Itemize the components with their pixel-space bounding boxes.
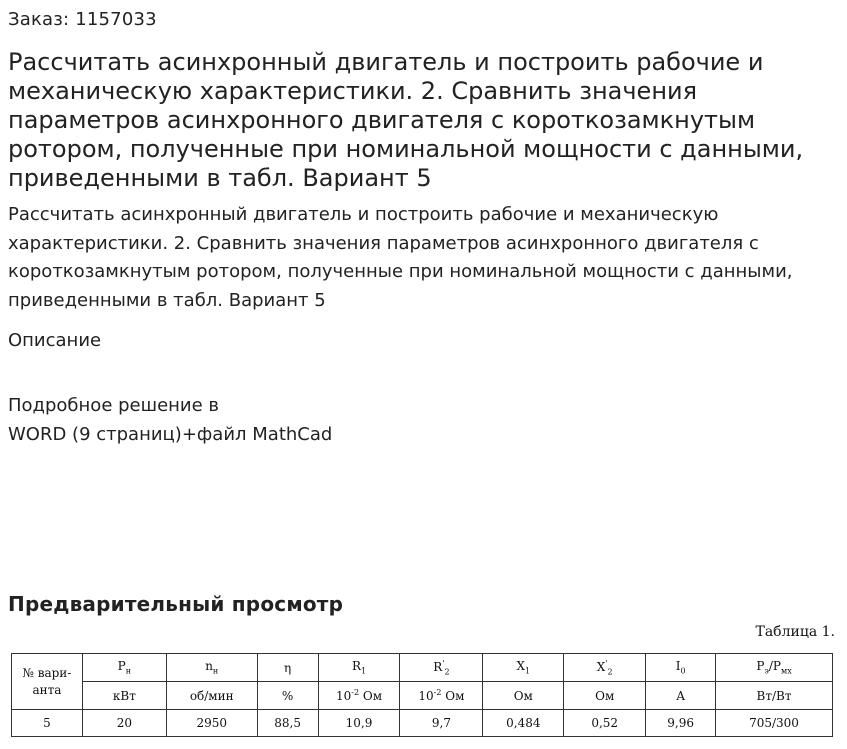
- header-nn: $n_н$: [166, 654, 257, 682]
- header-eta: η: [257, 654, 318, 682]
- cell-x1: 0,484: [483, 710, 564, 737]
- order-number: Заказ: 1157033: [8, 9, 157, 30]
- unit-nn: об/мин: [166, 682, 257, 710]
- header-i0: $I_0$: [646, 654, 716, 682]
- unit-x2: Ом: [564, 682, 646, 710]
- unit-ratio: Вт/Вт: [716, 682, 833, 710]
- solution-description: [8, 391, 332, 449]
- cell-variant: 5: [12, 710, 83, 737]
- solution-line-2: WORD (9 страниц)+файл MathCad: [8, 424, 333, 445]
- header-pn: $P_н$: [82, 654, 166, 682]
- unit-r2: $10^{-2}$ Ом: [400, 682, 483, 710]
- cell-i0: 9,96: [646, 710, 716, 737]
- variant-header: № вари- анта: [12, 654, 83, 710]
- unit-i0: А: [646, 682, 716, 710]
- task-text: Рассчитать асинхронный двигатель и построить рабочие и механическую характеристики. 2. Сравнить значения параметров асинхронного двигателя с короткозамкнутым ротором, полученные при номинальной мощности с данными, приведенными в табл. Вариант 5: [8, 204, 793, 311]
- description-label: Описание: [8, 330, 102, 351]
- cell-nn: 2950: [166, 710, 257, 737]
- header-x1: $X_1$: [483, 654, 564, 682]
- solution-line-1: Подробное решение в: [8, 395, 220, 416]
- header-x2: $X'_2$: [564, 654, 646, 682]
- header-r2: $R'_2$: [400, 654, 483, 682]
- cell-ratio: 705/300: [716, 710, 833, 737]
- page-title: Рассчитать асинхронный двигатель и построить рабочие и механическую характеристики. 2. Сравнить значения параметров асинхронного двигателя с короткозамкнутым ротором, полученные при номинальной мощности с данными, приведенными в табл. Вариант 5: [8, 48, 804, 192]
- table-row: [12, 710, 833, 737]
- unit-pn: кВт: [82, 682, 166, 710]
- header-ratio: $P_э/P_{мх}$: [716, 654, 833, 682]
- cell-x2: 0,52: [564, 710, 646, 737]
- unit-x1: Ом: [483, 682, 564, 710]
- table-caption: Таблица 1.: [755, 624, 835, 640]
- unit-r1: $10^{-2}$ Ом: [318, 682, 400, 710]
- cell-r1: 10,9: [318, 710, 400, 737]
- cell-r2: 9,7: [400, 710, 483, 737]
- table-header-row: [12, 654, 833, 682]
- table-units-row: [12, 682, 833, 710]
- cell-eta: 88,5: [257, 710, 318, 737]
- header-r1: $R_1$: [318, 654, 400, 682]
- cell-pn: 20: [82, 710, 166, 737]
- preview-title: Предварительный просмотр: [8, 592, 344, 616]
- parameters-table: [11, 653, 833, 737]
- unit-eta: %: [257, 682, 318, 710]
